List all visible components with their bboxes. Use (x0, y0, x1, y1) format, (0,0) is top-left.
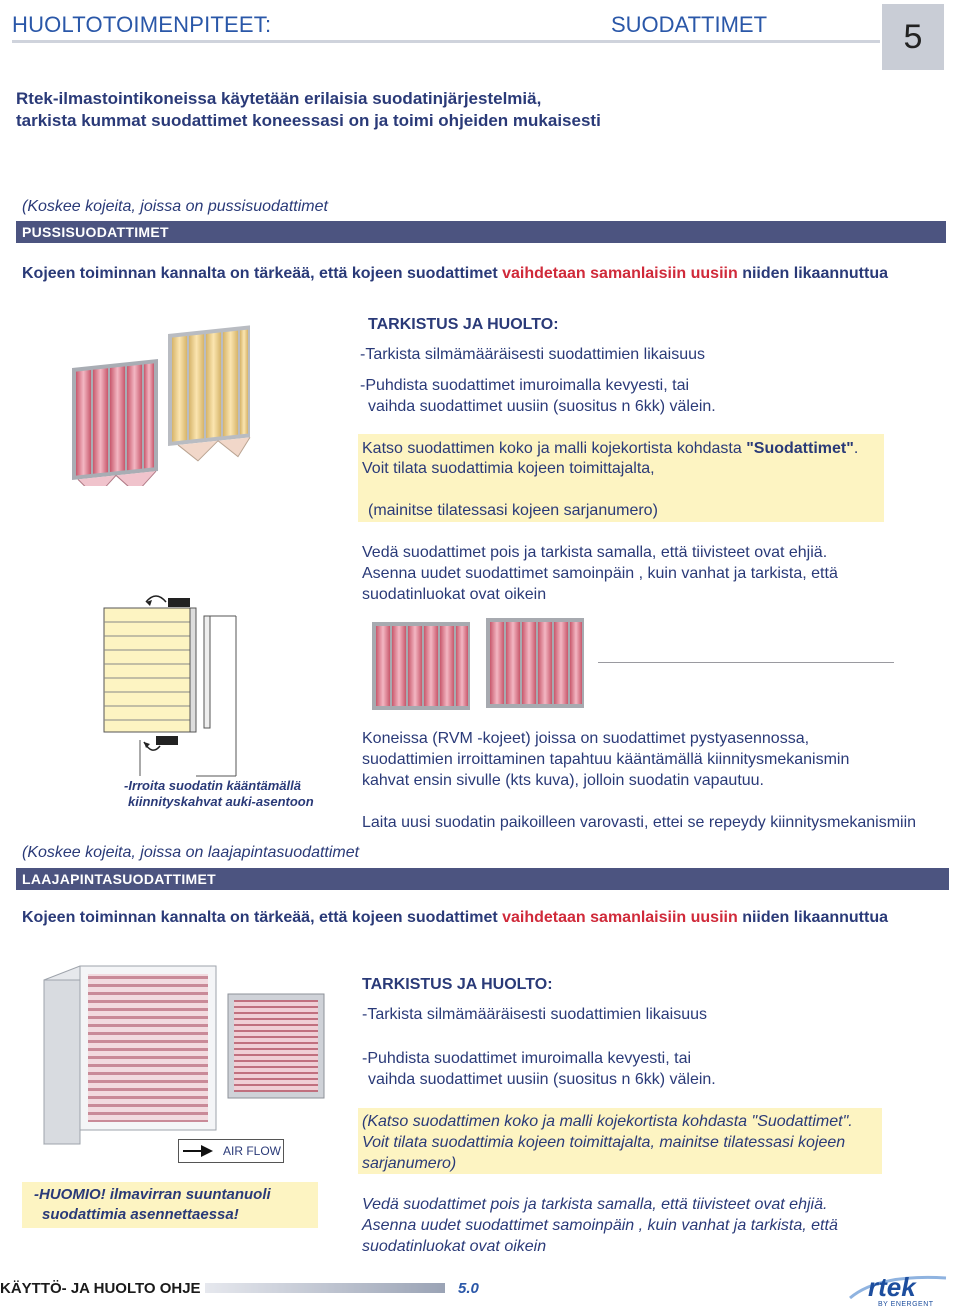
bag-order-line-2: Voit tilata suodattimia kojeen toimittajalta, (362, 460, 655, 477)
airflow-warning-box (22, 1182, 318, 1228)
header-title-right: SUODATTIMET (611, 12, 768, 37)
bag-heading: TARKISTUS JA HUOLTO: (368, 316, 559, 333)
page-number: 5 (882, 4, 944, 70)
bag-section-bar: PUSSISUODATTIMET (16, 221, 946, 243)
warning-line-2: suodattimia asennettaessa! (42, 1206, 239, 1223)
rtek-logo-text: rtek (868, 1272, 916, 1302)
panel-order-1: (Katso suodattimen koko ja malli kojekortista kohdasta "Suodattimet". (362, 1113, 853, 1130)
panel-install-2: Asenna uudet suodattimet samoinpäin , kuin vanhat ja tarkista, että (362, 1217, 838, 1234)
header-title-left: HUOLTOTOIMENPITEET: (12, 12, 272, 37)
panel-filters-image (40, 960, 340, 1160)
panel-section-bar: LAAJAPINTASUODATTIMET (16, 868, 949, 890)
bag-order-box (358, 434, 884, 522)
arrow-right-icon (183, 1143, 213, 1159)
bag-order-b: "Suodattimet" (746, 440, 854, 457)
intro-line-1: Rtek-ilmastointikoneissa käytetään erilaisia suodatinjärjestelmiä, (16, 89, 542, 108)
bag-important-red: vaihdetaan samanlaisiin uusiin (502, 265, 738, 282)
airflow-text: AIR FLOW (223, 1144, 282, 1158)
rtek-logo-sub: BY ENERGENT (878, 1301, 934, 1308)
panel-check-text: -Tarkista silmämääräisesti suodattimien likaisuus (362, 1006, 708, 1023)
bag-order-line-1 (362, 438, 858, 459)
bag-clean-text-2: vaihda suodattimet uusiin (suositus n 6kk) välein. (368, 398, 716, 415)
latch-caption-1: -Irroita suodatin kääntämällä (124, 778, 301, 793)
panel-important-a: Kojeen toiminnan kannalta on tärkeää, että kojeen suodattimet (22, 909, 503, 926)
panel-install-3: suodatinluokat ovat oikein (362, 1238, 547, 1255)
footer-version: 5.0 (458, 1280, 479, 1297)
header-divider (12, 40, 880, 43)
rvm-text-3: kahvat ensin sivulle (kts kuva), jolloin suodatin vapautuu. (362, 772, 764, 789)
rvm-text-2: suodattimien irroittaminen tapahtuu kääntämällä kiinnitysmekanismin (362, 751, 850, 768)
panel-clean-text-2: vaihda suodattimet uusiin (suositus n 6kk) välein. (368, 1071, 716, 1088)
bag-filters-image (68, 316, 258, 486)
bag-order-line-3: (mainitse tilatessasi kojeen sarjanumero) (368, 502, 658, 519)
warning-line-1: -HUOMIO! ilmavirran suuntanuoli (34, 1186, 271, 1203)
panel-important-red: vaihdetaan samanlaisiin uusiin (502, 909, 738, 926)
rvm-text-1: Koneissa (RVM -kojeet) joissa on suodattimet pystyasennossa, (362, 730, 810, 747)
panel-clean-text-1: -Puhdista suodattimet imuroimalla kevyesti, tai (362, 1050, 692, 1067)
panel-applies-note: (Koskee kojeita, joissa on laajapintasuodattimet (22, 844, 360, 861)
rtek-logo (848, 1268, 948, 1312)
pocket-filter-images (366, 616, 596, 716)
footer-gradient-bar (205, 1283, 445, 1293)
bag-order-a: Katso suodattimen koko ja malli kojekortista kohdasta (362, 440, 747, 457)
airflow-label (178, 1139, 284, 1163)
intro-line-2: tarkista kummat suodattimet koneessasi on ja toimi ohjeiden mukaisesti (16, 111, 601, 130)
bag-install-2: Asenna uudet suodattimet samoinpäin , kuin vanhat ja tarkista, että (362, 565, 838, 582)
bag-important-b: niiden likaannuttua (737, 265, 888, 282)
panel-important-note (22, 909, 888, 927)
bag-install-1: Vedä suodattimet pois ja tarkista samalla, että tiivisteet ovat ehjiä. (362, 544, 828, 561)
panel-order-box (358, 1108, 882, 1174)
panel-order-3: sarjanumero) (362, 1155, 457, 1172)
bag-install-3: suodatinluokat ovat oikein (362, 586, 547, 603)
panel-install-1: Vedä suodattimet pois ja tarkista samalla, että tiivisteet ovat ehjiä. (362, 1196, 828, 1213)
bag-check-text: -Tarkista silmämääräisesti suodattimien likaisuus (360, 346, 706, 363)
bag-order-c: . (853, 440, 859, 457)
intro-text (16, 88, 736, 132)
decorative-rule (598, 662, 894, 663)
panel-heading: TARKISTUS JA HUOLTO: (362, 976, 553, 993)
rvm-text-4: Laita uusi suodatin paikoilleen varovasti, ettei se repeydy kiinnitysmekanismiin (362, 814, 917, 831)
bag-applies-note: (Koskee kojeita, joissa on pussisuodattimet (22, 198, 328, 215)
bag-important-a: Kojeen toiminnan kannalta on tärkeää, että kojeen suodattimet (22, 265, 503, 282)
footer-title: KÄYTTÖ- JA HUOLTO OHJE (0, 1280, 201, 1297)
panel-important-b: niiden likaannuttua (737, 909, 888, 926)
bag-clean-text-1: -Puhdista suodattimet imuroimalla kevyesti, tai (360, 377, 690, 394)
panel-order-2: Voit tilata suodattimia kojeen toimittajalta, mainitse tilatessasi kojeen (362, 1134, 846, 1151)
bag-important-note (22, 265, 888, 283)
filter-latch-diagram (100, 580, 240, 780)
latch-caption-2: kiinnityskahvat auki-asentoon (128, 794, 314, 809)
